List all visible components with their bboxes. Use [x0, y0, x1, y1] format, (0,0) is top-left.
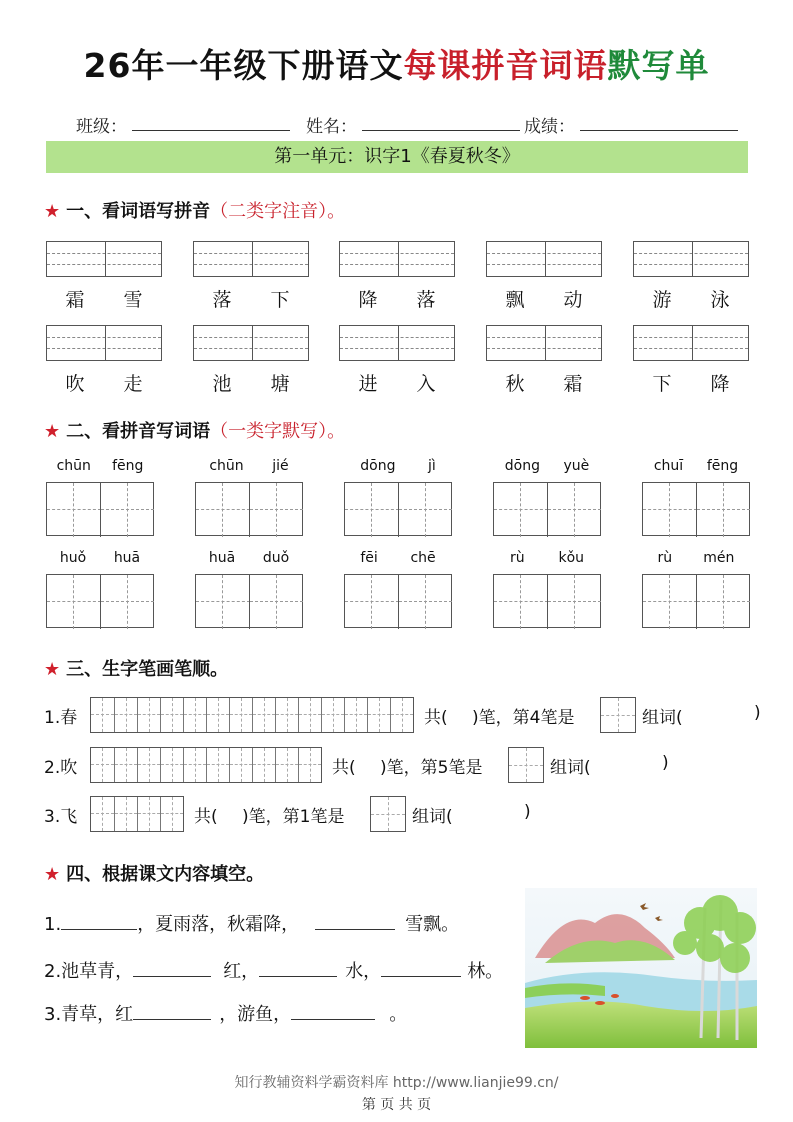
pinyin-pair [493, 458, 601, 474]
blank-1a[interactable] [61, 911, 137, 930]
fill-line-1 [44, 910, 459, 936]
pinyin-grid[interactable] [633, 325, 749, 361]
blank-3b[interactable] [291, 1001, 375, 1020]
stroke-answer-cell[interactable] [508, 747, 544, 783]
pinyin-syllable: fēng [706, 458, 739, 474]
word-pair [486, 369, 602, 396]
word-pair [46, 285, 162, 312]
pinyin-syllable: huǒ [59, 550, 87, 566]
word-char: 下 [652, 373, 672, 395]
stroke-nth-label: )笔，第4笔是 [472, 708, 575, 728]
fill-2-d: 林。 [467, 961, 504, 982]
fill-3-prefix: 3.青草，红 [44, 1004, 134, 1025]
pinyin-pair [46, 550, 154, 566]
pinyin-pair [195, 458, 303, 474]
fill-2-b: 红， [223, 961, 260, 982]
pinyin-pair [344, 550, 452, 566]
score-field[interactable] [580, 130, 738, 131]
stroke-count-label: 共( [332, 758, 356, 778]
word-pair [486, 285, 602, 312]
stroke-char-label: 2.吹 [44, 758, 78, 778]
section-3-heading: 三、生字笔画笔顺。 [66, 659, 229, 680]
pinyin-syllable: dōng [360, 458, 396, 474]
fill-line-2 [44, 957, 503, 983]
blank-1b[interactable] [315, 911, 395, 930]
tianzige-grid[interactable] [642, 574, 750, 628]
pinyin-syllable: rù [509, 550, 525, 566]
word-char: 塘 [270, 373, 290, 395]
pinyin-syllable: yuè [563, 458, 590, 474]
pinyin-pair [195, 550, 303, 566]
word-char: 入 [416, 373, 436, 395]
pinyin-pair [493, 550, 601, 566]
pinyin-syllable: chūn [56, 458, 91, 474]
word-char: 动 [563, 289, 583, 311]
pinyin-syllable: jì [427, 458, 436, 474]
pinyin-pair [642, 550, 750, 566]
fill-1-suffix: 雪飘。 [405, 914, 460, 935]
stroke-nth-label: )笔，第1笔是 [242, 807, 345, 827]
pinyin-syllable: duǒ [262, 550, 290, 566]
stroke-order-grid[interactable] [90, 796, 184, 832]
section-2-note: （一类字默写）。 [210, 421, 346, 442]
word-pair [193, 285, 309, 312]
star-icon: ★ [44, 201, 61, 222]
pinyin-syllable: fēi [360, 550, 378, 566]
pinyin-pair [344, 458, 452, 474]
pinyin-pair [46, 458, 154, 474]
pinyin-syllable: chūn [209, 458, 244, 474]
stroke-count-label: 共( [194, 807, 218, 827]
word-pair [633, 285, 749, 312]
page-number: 第 页 共 页 [361, 1097, 432, 1113]
stroke-order-grid[interactable] [90, 697, 414, 733]
tianzige-grid[interactable] [46, 482, 154, 536]
section-2-heading: 二、看拼音写词语 [66, 421, 211, 442]
star-icon: ★ [44, 421, 61, 442]
pinyin-syllable: jié [272, 458, 289, 474]
word-char: 降 [710, 373, 730, 395]
tianzige-grid[interactable] [344, 574, 452, 628]
stroke-char-label: 1.春 [44, 708, 78, 728]
pinyin-pair [642, 458, 750, 474]
stroke-answer-cell[interactable] [600, 697, 636, 733]
tianzige-grid[interactable] [493, 482, 601, 536]
pinyin-syllable: dōng [504, 458, 540, 474]
word-pair [46, 369, 162, 396]
compose-word-label: 组词( [550, 758, 591, 778]
class-label: 班级： [76, 117, 127, 137]
tianzige-grid[interactable] [642, 482, 750, 536]
fill-3-middle: ，游鱼， [219, 1004, 292, 1025]
blank-3a[interactable] [133, 1001, 211, 1020]
tianzige-grid[interactable] [195, 574, 303, 628]
blank-2b[interactable] [259, 958, 337, 977]
word-char: 吹 [65, 373, 85, 395]
name-label: 姓名： [306, 117, 357, 137]
pinyin-syllable: chuī [653, 458, 684, 474]
stroke-nth-label: )笔，第5笔是 [380, 758, 483, 778]
pinyin-grid[interactable] [46, 325, 162, 361]
word-pair [633, 369, 749, 396]
name-field[interactable] [362, 130, 520, 131]
tianzige-grid[interactable] [493, 574, 601, 628]
title-part-2: 每课拼音词语 [403, 46, 608, 85]
fill-3-suffix: 。 [389, 1004, 408, 1025]
word-char: 走 [123, 373, 143, 395]
pinyin-grid[interactable] [339, 325, 455, 361]
word-char: 游 [652, 289, 672, 311]
page-title [0, 40, 793, 87]
word-pair [193, 369, 309, 396]
word-char: 降 [358, 289, 378, 311]
compose-word-label: 组词( [642, 708, 683, 728]
pinyin-grid[interactable] [339, 241, 455, 277]
score-label: 成绩： [524, 117, 575, 137]
pinyin-syllable: fēng [112, 458, 144, 474]
pinyin-grid[interactable] [486, 325, 602, 361]
fill-line-3 [44, 1000, 407, 1026]
stroke-order-grid[interactable] [90, 747, 322, 783]
word-char: 进 [358, 373, 378, 395]
spring-landscape-illustration [525, 888, 757, 1048]
blank-2c[interactable] [381, 958, 461, 977]
footer-watermark: 知行教辅资料学霸资料库 http://www.lianjie99.cn/ [234, 1075, 559, 1091]
pinyin-syllable: mén [703, 550, 735, 566]
fill-1-prefix: 1. [44, 914, 62, 935]
star-icon: ★ [44, 864, 61, 885]
section-3-title [44, 655, 228, 681]
fill-2-prefix: 2.池草青， [44, 961, 134, 982]
pinyin-syllable: kǒu [558, 550, 585, 566]
section-1-title [44, 197, 345, 223]
word-char: 落 [212, 289, 232, 311]
pinyin-grid[interactable] [46, 241, 162, 277]
word-char: 飘 [505, 289, 525, 311]
title-part-3: 默写单 [607, 46, 710, 85]
pinyin-grid[interactable] [486, 241, 602, 277]
pinyin-grid[interactable] [633, 241, 749, 277]
section-4-title [44, 860, 264, 886]
word-char: 霜 [65, 289, 85, 311]
word-char: 雪 [123, 289, 143, 311]
word-char: 泳 [710, 289, 730, 311]
pinyin-syllable: huā [208, 550, 236, 566]
compose-word-close: ) [662, 753, 669, 773]
word-pair [339, 285, 455, 312]
word-char: 霜 [563, 373, 583, 395]
pinyin-syllable: rù [657, 550, 673, 566]
fill-1-middle: ，夏雨落，秋霜降， [137, 914, 300, 935]
word-char: 下 [270, 289, 290, 311]
star-icon: ★ [44, 659, 61, 680]
tianzige-grid[interactable] [46, 574, 154, 628]
stroke-count-label: 共( [424, 708, 448, 728]
pinyin-syllable: huā [113, 550, 141, 566]
fill-2-c: 水， [345, 961, 382, 982]
tianzige-grid[interactable] [344, 482, 452, 536]
section-1-note: （二类字注音）。 [210, 201, 346, 222]
compose-word-close: ) [754, 703, 761, 723]
word-char: 落 [416, 289, 436, 311]
blank-2a[interactable] [133, 958, 211, 977]
pinyin-syllable: chē [410, 550, 436, 566]
pinyin-grid[interactable] [193, 241, 309, 277]
stroke-char-label: 3.飞 [44, 807, 78, 827]
section-1-heading: 一、看词语写拼音 [66, 201, 211, 222]
word-char: 池 [212, 373, 232, 395]
compose-word-close: ) [524, 802, 531, 822]
pinyin-grid[interactable] [193, 325, 309, 361]
compose-word-label: 组词( [412, 807, 453, 827]
tianzige-grid[interactable] [195, 482, 303, 536]
word-char: 秋 [505, 373, 525, 395]
section-2-title [44, 417, 345, 443]
class-field[interactable] [132, 130, 290, 131]
stroke-answer-cell[interactable] [370, 796, 406, 832]
unit-banner: 第一单元：识字1《春夏秋冬》 [46, 141, 748, 173]
title-part-1: 26年一年级下册语文 [83, 46, 404, 85]
word-pair [339, 369, 455, 396]
section-4-heading: 四、根据课文内容填空。 [66, 864, 265, 885]
